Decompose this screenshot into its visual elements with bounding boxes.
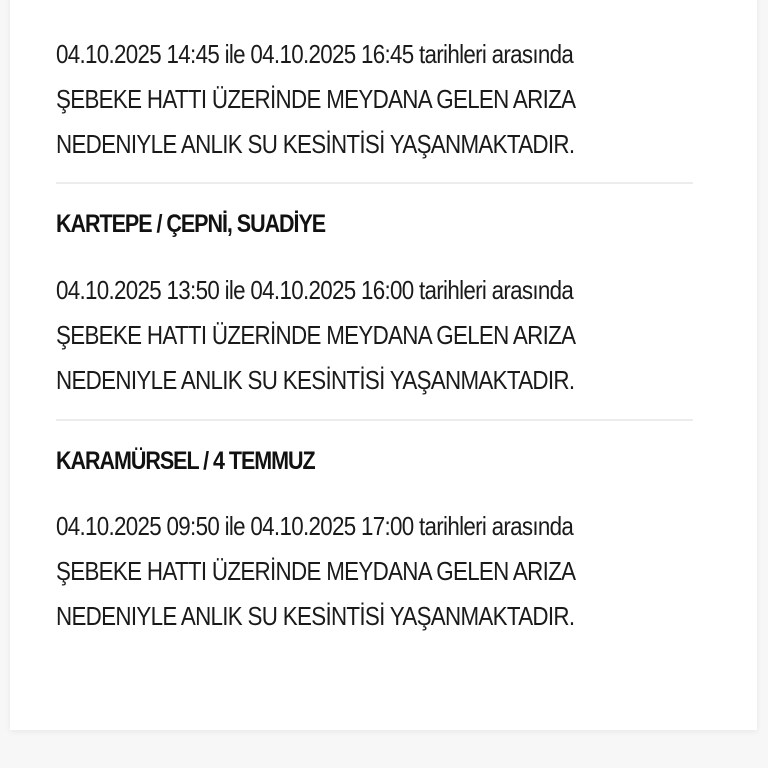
outage-title: KARTEPE / ÇEPNİ, SUADİYE xyxy=(56,210,326,238)
outage-item-2 xyxy=(56,210,693,239)
outage-title-clipped xyxy=(56,0,436,4)
outage-desc-line2: NEDENIYLE ANLIK SU KESİNTİSİ YAŞANMAKTADIR. xyxy=(56,601,575,631)
separator xyxy=(56,419,693,421)
outage-time-range: 04.10.2025 09:50 ile 04.10.2025 17:00 tarihleri arasında xyxy=(56,511,574,541)
outage-desc-line1: ŞEBEKE HATTI ÜZERİNDE MEYDANA GELEN ARIZA xyxy=(56,320,576,350)
separator xyxy=(56,182,693,184)
outage-time-range: 04.10.2025 14:45 ile 04.10.2025 16:45 tarihleri arasında xyxy=(56,39,574,69)
outage-desc-line2: NEDENIYLE ANLIK SU KESİNTİSİ YAŞANMAKTADIR. xyxy=(56,129,575,159)
outage-desc-line1: ŞEBEKE HATTI ÜZERİNDE MEYDANA GELEN ARIZA xyxy=(56,556,576,586)
outage-item-1 xyxy=(56,32,693,167)
outage-desc-line1: ŞEBEKE HATTI ÜZERİNDE MEYDANA GELEN ARIZA xyxy=(56,84,576,114)
outage-item-2-body xyxy=(56,268,693,403)
outage-time-range: 04.10.2025 13:50 ile 04.10.2025 16:00 tarihleri arasında xyxy=(56,275,574,305)
outage-desc-line2: NEDENIYLE ANLIK SU KESİNTİSİ YAŞANMAKTADIR. xyxy=(56,365,575,395)
outage-item-3-body xyxy=(56,504,693,639)
outage-title: KARAMÜRSEL / 4 TEMMUZ xyxy=(56,447,315,475)
outage-item-3 xyxy=(56,447,693,476)
